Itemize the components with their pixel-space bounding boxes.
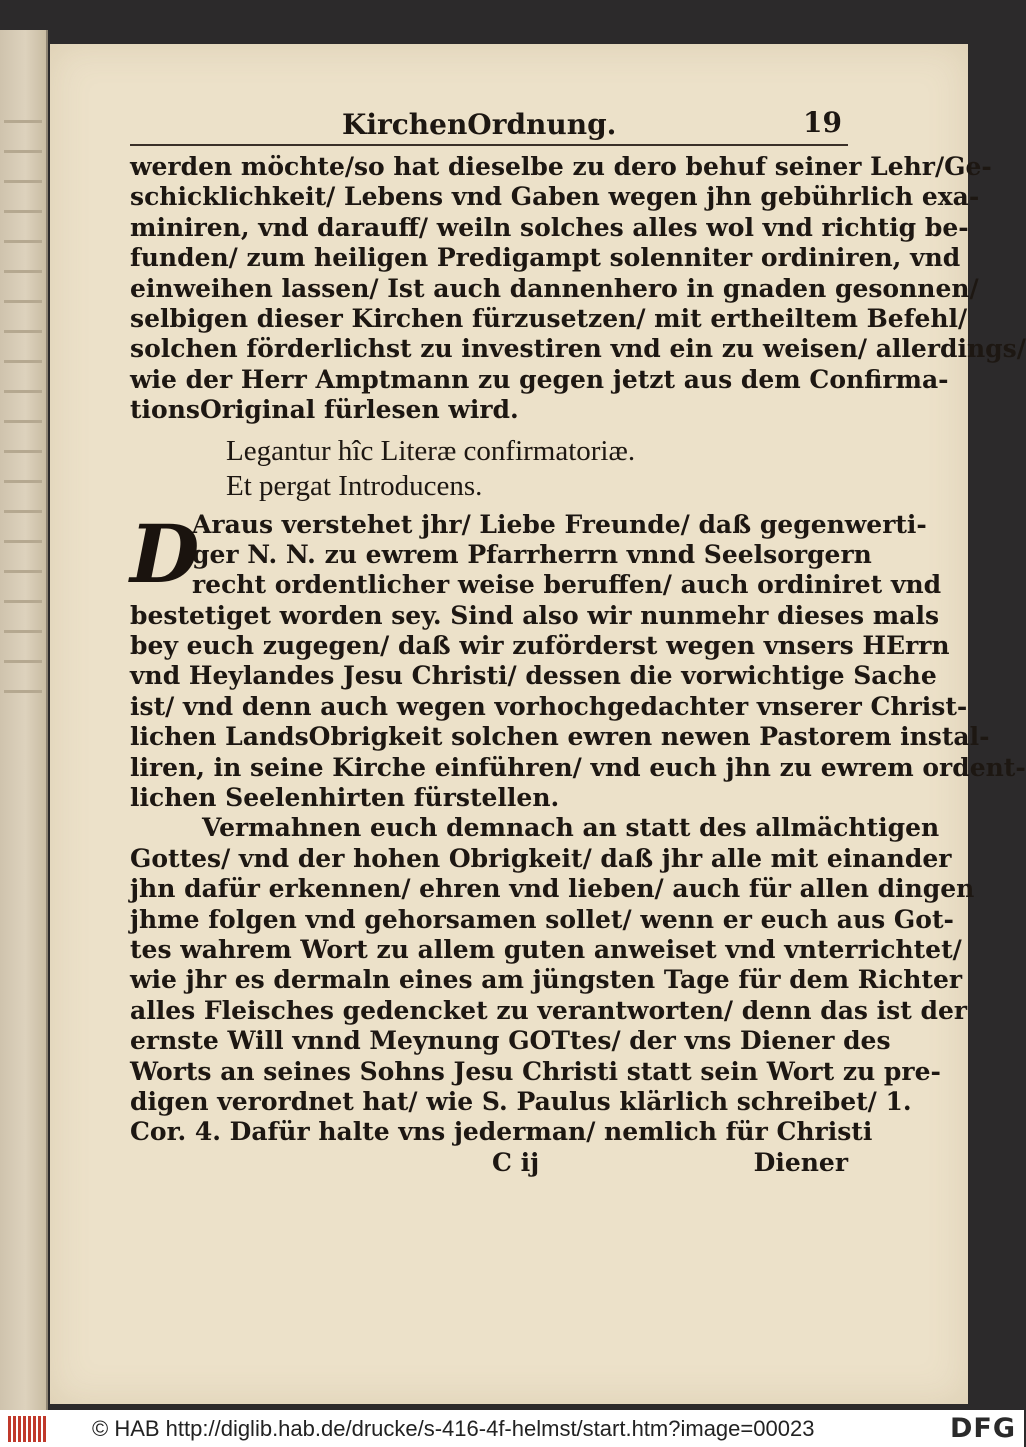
text-line: funden/ zum heiligen Predigampt solenniter ordiniren, vnd [130, 243, 961, 273]
dfg-logo: DFG [949, 1413, 1016, 1444]
paragraph-top [130, 152, 1026, 426]
page-header [130, 106, 848, 150]
barcode-icon [8, 1416, 50, 1442]
text-line: Vermahnen euch demnach an statt des allmächtigen [202, 813, 940, 843]
text-line: alles Fleisches gedencket zu verantworten/ denn das ist der [130, 995, 968, 1025]
viewer-footer-bar [0, 1410, 1024, 1447]
catchword: Diener [753, 1147, 848, 1177]
text-line: digen verordnet hat/ wie S. Paulus klärlich schreibet/ 1. [130, 1086, 912, 1116]
book-page [50, 44, 1026, 1404]
text-line: einweihen lassen/ Ist auch dannenhero in gnaden gesonnen/ [130, 273, 979, 303]
text-line: werden möchte/so hat dieselbe zu dero behuf seiner Lehr/Ge- [130, 152, 992, 181]
header-rule [130, 144, 848, 146]
left-page-edge [0, 30, 48, 1415]
text-line: lichen Seelenhirten fürstellen. [130, 783, 560, 813]
text-line: bestetiget worden sey. Sind also wir nunmehr dieses mals [130, 600, 940, 630]
text-line: schicklichkeit/ Lebens vnd Gaben wegen jhn gebührlich exa- [130, 182, 980, 212]
text-line: ernste Will vnnd Meynung GOTtes/ der vns Diener des [130, 1026, 891, 1056]
text-line: tionsOriginal fürlesen wird. [130, 395, 519, 425]
page-footer-marks [130, 1148, 848, 1180]
text-line: recht ordentlicher weise beruffen/ auch ordiniret vnd [192, 570, 942, 600]
text-line: Araus verstehet jhr/ Liebe Freunde/ daß gegenwerti- [192, 509, 927, 539]
text-line: jhme folgen vnd gehorsamen sollet/ wenn er euch aus Got- [130, 904, 954, 934]
text-line: wie jhr es dermaln eines am jüngsten Tage für dem Richter [130, 965, 963, 995]
text-line: vnd Heylandes Jesu Christi/ dessen die vorwichtige Sache [130, 661, 937, 691]
text-line: Cor. 4. Dafür halte vns jederman/ nemlich für Christi [130, 1117, 873, 1147]
latin-line: Legantur hîc Literæ confirmatoriæ. [226, 434, 636, 467]
text-line: ist/ vnd denn auch wegen vorhochgedachter vnserer Christ- [130, 691, 968, 721]
text-line: miniren, vnd darauff/ weiln solches alles wol vnd richtig be- [130, 212, 969, 242]
text-line: bey euch zugegen/ daß wir zuförderst wegen vnsers HErrn [130, 631, 950, 661]
latin-rubric [130, 434, 848, 504]
signature-mark: C ij [492, 1147, 540, 1177]
text-line: wie der Herr Amptmann zu gegen jetzt aus dem Confirma- [130, 364, 949, 394]
text-line: Gottes/ vnd der hohen Obrigkeit/ daß jhr alle mit einander [130, 843, 952, 873]
text-line: solchen förderlichst zu investiren vnd ein zu weisen/ allerdings/ [130, 334, 1026, 364]
text-line: selbigen dieser Kirchen fürzusetzen/ mit ertheiltem Befehl/ [130, 303, 968, 333]
text-line: ger N. N. zu ewrem Pfarrherrn vnnd Seelsorgern [192, 539, 872, 569]
latin-line: Et pergat Introducens. [226, 469, 483, 502]
text-block [130, 106, 1026, 1180]
decorated-initial: D [130, 506, 200, 601]
left-page-text-marks [4, 120, 42, 720]
text-line: lichen LandsObrigkeit solchen ewren newen Pastorem instal- [130, 722, 990, 752]
paragraph-2 [130, 813, 975, 1147]
copyright-link[interactable]: © HAB http://diglib.hab.de/drucke/s-416-4f-helmst/start.htm?image=00023 [92, 1416, 815, 1441]
paragraph-1 [130, 506, 1026, 814]
text-line: jhn dafür erkennen/ ehren vnd lieben/ auch für allen dingen [130, 874, 975, 904]
running-head: KirchenOrdnung. [342, 108, 617, 141]
page-number: 19 [803, 106, 842, 139]
text-line: tes wahrem Wort zu allem guten anweiset vnd vnterrichtet/ [130, 934, 962, 964]
text-line: liren, in seine Kirche einführen/ vnd euch jhn zu ewrem ordent- [130, 752, 1026, 782]
text-line: Worts an seines Sohns Jesu Christi statt sein Wort zu pre- [130, 1056, 941, 1086]
